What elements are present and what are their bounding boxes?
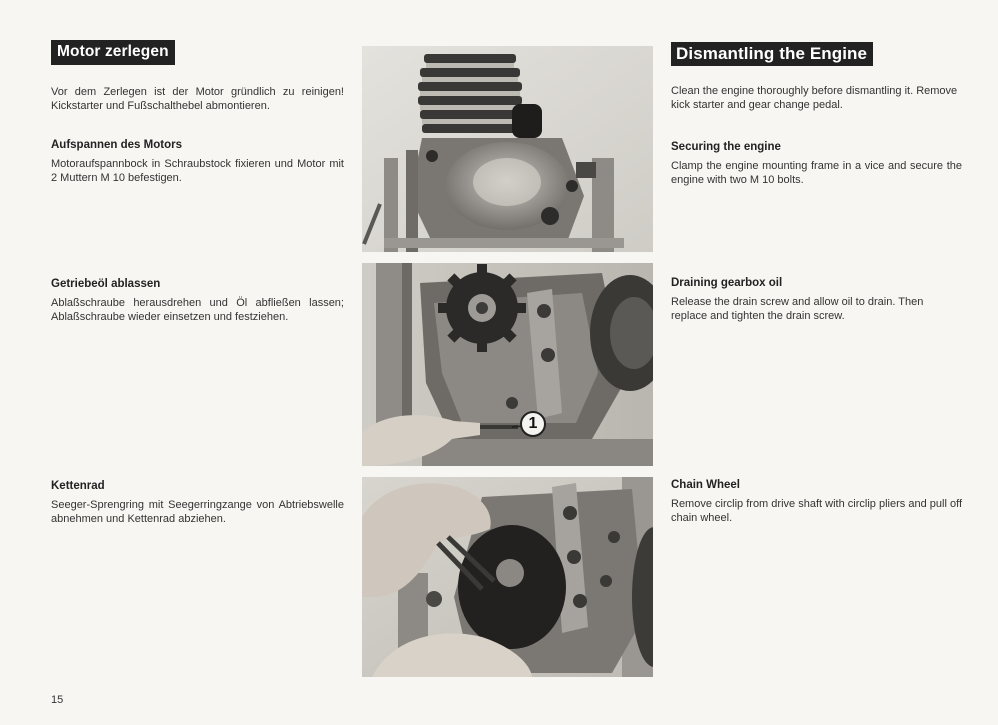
german-heading-securing: Aufspannen des Motors <box>51 139 182 151</box>
photo-engine-mounted <box>362 46 653 252</box>
german-intro-block <box>51 85 344 113</box>
english-intro-block <box>671 84 962 112</box>
german-text-oil: Ablaßschraube herausdrehen und Öl abfließen lassen; Ablaßschraube wieder einsetzen und festziehen. <box>51 297 344 324</box>
page-number: 15 <box>51 694 64 706</box>
german-section-securing <box>51 138 344 185</box>
english-heading-chainwheel: Chain Wheel <box>671 479 741 491</box>
german-section-chainwheel <box>51 479 344 526</box>
english-intro: Clean the engine thoroughly before dismantling it. Remove kick starter and gear change pedal. <box>671 85 958 112</box>
english-text-chainwheel: Remove circlip from drive shaft with circlip pliers and pull off chain wheel. <box>671 498 962 525</box>
german-section-oil <box>51 277 344 324</box>
english-text-oil: Release the drain screw and allow oil to drain. Then replace and tighten the drain screw. <box>671 296 924 323</box>
photo-chain-wheel <box>362 477 653 677</box>
german-heading-chainwheel: Kettenrad <box>51 480 105 492</box>
german-heading-oil: Getriebeöl ablassen <box>51 278 161 290</box>
german-text-chainwheel: Seeger-Sprengring mit Seegerringzange von Abtriebswelle abnehmen und Kettenrad abziehen. <box>51 499 344 526</box>
photo-drain-screw <box>362 263 653 466</box>
german-intro: Vor dem Zerlegen ist der Motor gründlich zu reinigen! Kickstarter und Fußschalthebel abmontieren. <box>51 86 344 113</box>
english-title: Dismantling the Engine <box>671 42 873 66</box>
english-text-securing: Clamp the engine mounting frame in a vice and secure the engine with two M 10 bolts. <box>671 160 962 187</box>
english-section-chainwheel <box>671 478 962 525</box>
german-text-securing: Motoraufspannbock in Schraubstock fixieren und Motor mit 2 Muttern M 10 befestigen. <box>51 158 344 185</box>
german-title: Motor zerlegen <box>51 40 175 65</box>
english-section-securing <box>671 140 962 187</box>
english-heading-oil: Draining gearbox oil <box>671 277 783 289</box>
english-heading-securing: Securing the engine <box>671 141 781 153</box>
english-section-oil <box>671 276 962 323</box>
callout-marker: 1 <box>520 411 546 437</box>
